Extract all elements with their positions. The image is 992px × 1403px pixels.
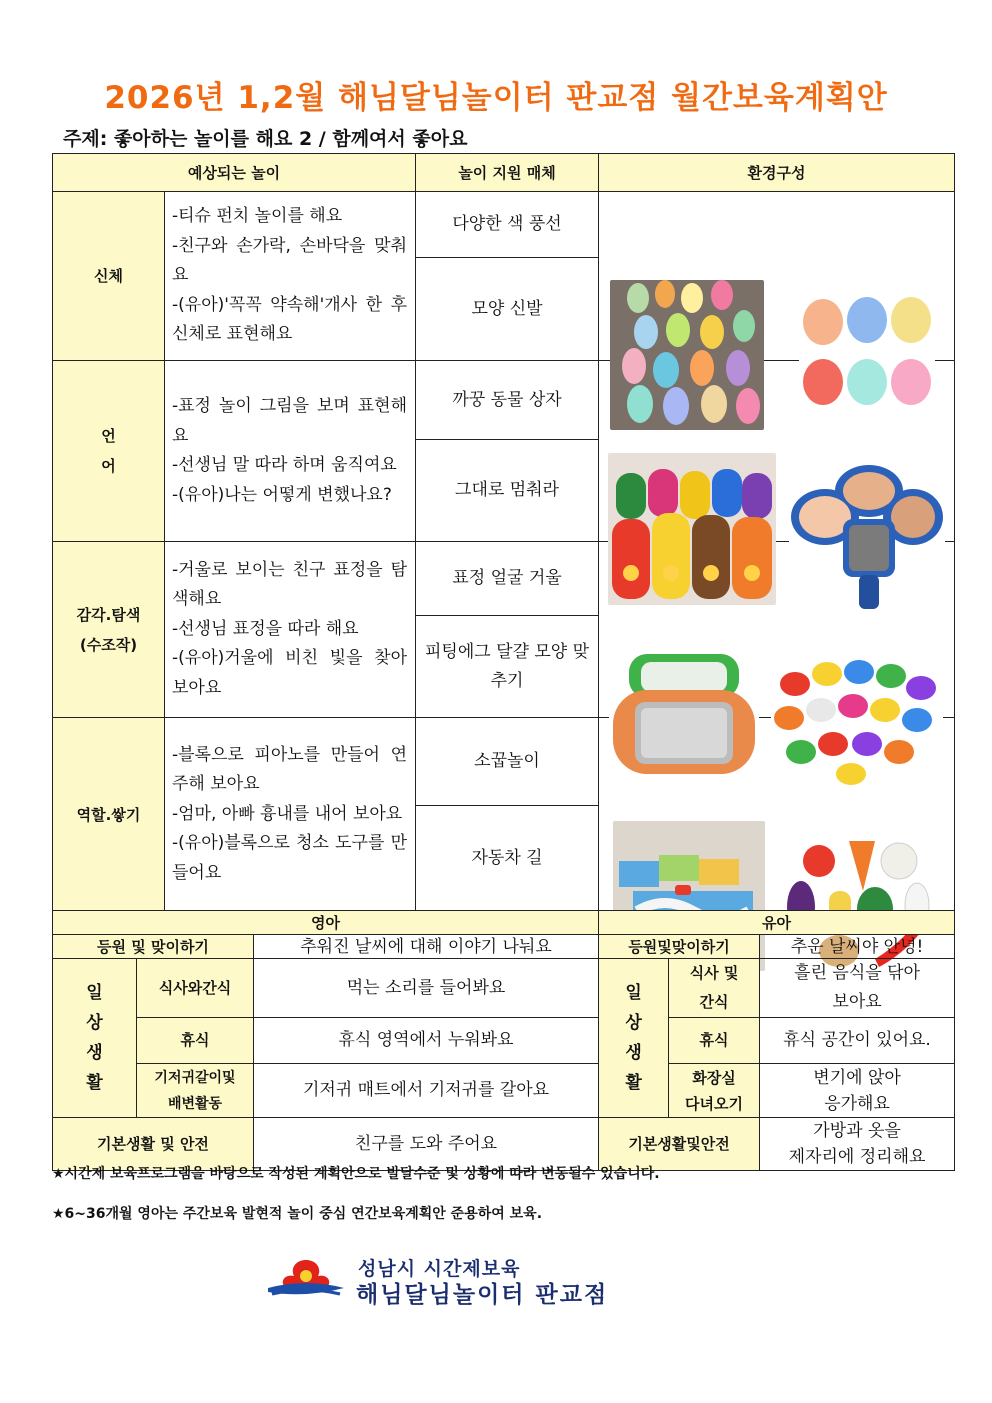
play-item: -친구와 손가락, 손바닥을 맞춰요 (172, 235, 408, 286)
material-cell: 까꿍 동물 상자 (416, 361, 599, 440)
infant-meal-value: 먹는 소리를 들어봐요 (254, 959, 599, 1018)
infant-daily-life-label: 일 상 생 활 (53, 959, 137, 1118)
toddler-daily-life-label: 일 상 생 활 (599, 959, 669, 1118)
infant-diaper-label: 기저귀갈이및 배변활동 (137, 1064, 254, 1118)
note-1: ★시간제 보육프로그램을 바탕으로 작성된 계획안으로 발달수준 및 상황에 따라 변동될수 있습니다. (52, 1166, 660, 1182)
toddler-toilet-label: 화장실 다녀오기 (669, 1064, 760, 1118)
footprint-mats-image (610, 280, 764, 430)
infant-rest-label: 휴식 (137, 1018, 254, 1064)
material-cell: 피팅에그 달걀 모양 맞추기 (416, 616, 599, 718)
toddler-arrival-label: 등원및맞이하기 (599, 935, 760, 959)
toddler-meal-label: 식사 및 간식 (669, 959, 760, 1018)
infant-arrival-label: 등원 및 맞이하기 (53, 935, 254, 959)
play-item: -(유아)거울에 비친 빛을 찾아 보아요 (172, 648, 408, 698)
play-item: -표정 놀이 그림을 보며 표현해요 (172, 396, 408, 446)
header-environment: 환경구성 (599, 154, 955, 192)
toddler-toilet-value: 변기에 앉아 응가해요 (760, 1064, 955, 1118)
play-item: -블록으로 피아노를 만들어 연주해 보아요 (172, 744, 408, 795)
material-cell: 다양한 색 풍선 (416, 192, 599, 258)
toddler-arrival-value: 추운 날씨야 안녕! (760, 935, 955, 959)
monthly-plan-table (52, 153, 955, 912)
infant-diaper-value: 기저귀 매트에서 기저귀를 갈아요 (254, 1064, 599, 1118)
area-physical: 신체 (53, 192, 165, 361)
fitting-eggs-image (771, 654, 943, 788)
play-language (165, 361, 416, 542)
play-item: -(유아)블록으로 청소 도구를 만들어요 (172, 833, 408, 883)
play-role-block (165, 718, 416, 912)
play-item: -(유아)'꼭꼭 약속해'개사 한 후 신체로 표현해요 (172, 294, 408, 345)
infant-rest-value: 휴식 영역에서 누워봐요 (254, 1018, 599, 1064)
env-physical (599, 192, 955, 361)
material-cell: 그대로 멈춰라 (416, 440, 599, 542)
area-role-block: 역할.쌓기 (53, 718, 165, 912)
toddler-basic-safety-value: 가방과 옷을 제자리에 정리해요 (760, 1118, 955, 1171)
play-item: -(유아)나는 어떻게 변했나요? (172, 484, 392, 505)
balloons-image (799, 290, 935, 416)
material-cell: 자동차 길 (416, 806, 599, 912)
play-physical (165, 192, 416, 361)
play-item: -거울로 보이는 친구 표정을 탐색해요 (172, 559, 408, 610)
play-item: -티슈 펀치 놀이를 해요 (172, 206, 343, 227)
infant-basic-safety-label: 기본생활 및 안전 (53, 1118, 254, 1171)
expression-mirror-image (789, 463, 945, 613)
material-cell: 소꿉놀이 (416, 718, 599, 806)
safety-mirror-image (609, 648, 759, 778)
play-item: -엄마, 아빠 흉내를 내어 보아요 (172, 803, 403, 824)
page-title: 2026년 1,2월 해님달님놀이터 판교점 월간보육계획안 (104, 80, 888, 116)
plan-subject: 주제: 좋아하는 놀이를 해요 2 / 함께여서 좋아요 (63, 128, 468, 150)
material-cell: 모양 신발 (416, 258, 599, 361)
note-2: ★6~36개월 영아는 주간보육 발현적 놀이 중심 연간보육계획안 준용하여 보육. (52, 1206, 543, 1222)
header-support-material: 놀이 지원 매체 (416, 154, 599, 192)
footer-line-2: 해님달님놀이터 판교점 (356, 1282, 609, 1308)
play-item: -선생님 말 따라 하며 움직여요 (172, 455, 397, 475)
material-cell: 표정 얼굴 거울 (416, 542, 599, 616)
toddler-meal-value: 흘린 음식을 닦아 보아요 (760, 959, 955, 1018)
play-item: -선생님 표정을 따라 해요 (172, 618, 359, 639)
infant-arrival-value: 추워진 날씨에 대해 이야기 나눠요 (254, 935, 599, 959)
infant-meal-label: 식사와간식 (137, 959, 254, 1018)
toddler-basic-safety-label: 기본생활및안전 (599, 1118, 760, 1171)
area-sensory: 감각.탐색 (수조작) (53, 542, 165, 718)
header-expected-play: 예상되는 놀이 (53, 154, 416, 192)
infant-basic-safety-value: 친구를 도와 주어요 (254, 1118, 599, 1171)
toddler-header: 유아 (599, 911, 955, 935)
peekaboo-animal-boxes-image (608, 453, 776, 605)
seongnam-logo-icon (266, 1256, 346, 1298)
toddler-rest-label: 휴식 (669, 1018, 760, 1064)
toddler-rest-value: 휴식 공간이 있어요. (760, 1018, 955, 1064)
footer-line-1: 성남시 시간제보육 (358, 1258, 521, 1280)
daily-life-table (52, 910, 955, 1171)
infant-header: 영아 (53, 911, 599, 935)
area-language: 언 어 (53, 361, 165, 542)
play-sensory (165, 542, 416, 718)
footer-brand (266, 1254, 706, 1308)
